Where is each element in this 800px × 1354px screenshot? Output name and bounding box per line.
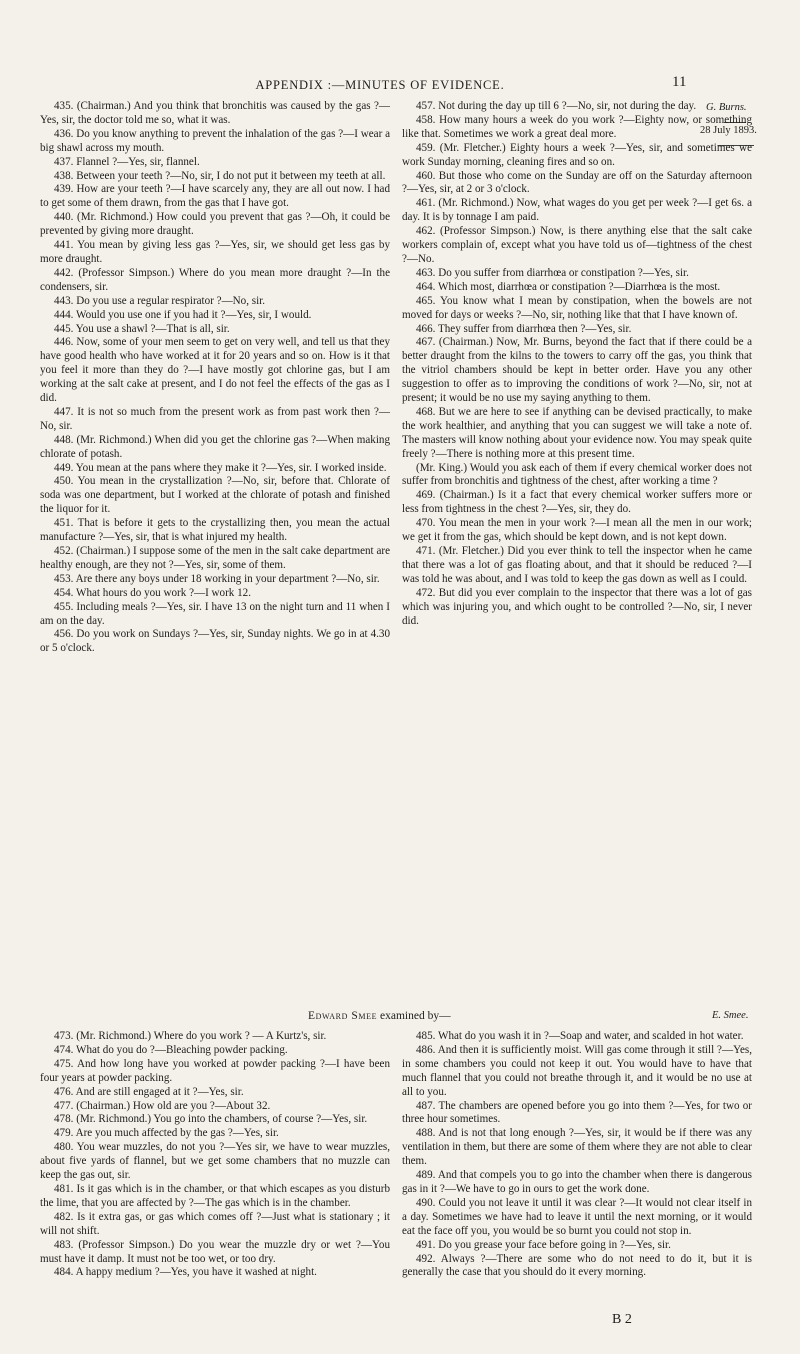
paragraph: 490. Could you not leave it until it was clear ?—It would not clear itself in a day. Sometimes we have had to leave it until the next morning, or it would eat the face off you, you would be so burnt you could not stop in. [402, 1196, 752, 1237]
witness-name: Edward Smee [308, 1010, 378, 1022]
paragraph: 489. And that compels you to go into the chamber when there is dangerous gas in it ?—We have to go in ours to get the work done. [402, 1169, 752, 1195]
paragraph: 446. Now, some of your men seem to get on very well, and tell us that they have good health who have worked at it for 20 years and so on. How is it that you feel it more than they do ?—I have mostly got chlorine gas, but I am working at the salt cake at present, and I do not feel the effects of the gas as I did. [40, 336, 390, 405]
paragraph: 454. What hours do you work ?—I work 12. [54, 586, 251, 599]
paragraph: 461. (Mr. Richmond.) Now, what wages do you get per week ?—I get 6s. a day. It is by tonnage I am paid. [402, 197, 752, 224]
column-bottom-right [402, 1030, 752, 1280]
paragraph: 473. (Mr. Richmond.) Where do you work ? — A Kurtz's, sir. [54, 1030, 327, 1042]
paragraph: 485. What do you wash it in ?—Soap and water, and scalded in hot water. [416, 1030, 744, 1042]
paragraph: 441. You mean by giving less gas ?—Yes, sir, we should get less gas by more draught. [40, 239, 390, 265]
column-top-right [402, 100, 752, 628]
paragraph: 484. A happy medium ?—Yes, you have it washed at night. [54, 1266, 317, 1279]
page-signature: B 2 [612, 1312, 632, 1327]
margin-witness-name: G. Burns. [706, 102, 747, 113]
paragraph: 442. (Professor Simpson.) Where do you mean more draught ?—In the condensers, sir. [40, 266, 390, 293]
paragraph: 480. You wear muzzles, do not you ?—Yes sir, we have to wear muzzles, about five yards of flannel, but we get some chambers that no muzzle can keep the gas out, sir. [40, 1141, 390, 1182]
paragraph: 456. Do you work on Sundays ?—Yes, sir, Sunday nights. We go in at 4.30 or 5 o'clock. [40, 628, 390, 655]
paragraph: 487. The chambers are opened before you go into them ?—Yes, for two or three hour sometimes. [402, 1099, 752, 1126]
paragraph: 486. And then it is sufficiently moist. Will gas come through it still ?—Yes, in some chambers you could not keep it out. You would have to have that much flannel that you could not breathe through it, and it would be no use at all to you. [402, 1043, 752, 1098]
paragraph: (Mr. King.) Would you ask each of them if every chemical worker does not suffer from bronchitis and tightness of the chest, after working a time ? [402, 461, 752, 488]
paragraph: 458. How many hours a week do you work ?—Eighty now, or something like that. Sometimes we work a great deal more. [402, 113, 752, 140]
paragraph: 457. Not during the day up till 6 ?—No, sir, not during the day. [416, 100, 697, 112]
paragraph: 447. It is not so much from the present work as from past work then ?—No, sir. [40, 405, 390, 432]
paragraph: 482. Is it extra gas, or gas which comes off ?—Just what is stationary ; it will not shift. [40, 1210, 390, 1237]
margin-date: 28 July 1893. [700, 125, 757, 136]
paragraph: 437. Flannel ?—Yes, sir, flannel. [54, 155, 200, 168]
paragraph: 492. Always ?—There are some who do not need to do it, but it is generally the case that you should do it every morning. [402, 1252, 752, 1279]
paragraph: 445. You use a shawl ?—That is all, sir. [54, 322, 230, 335]
paragraph: 460. But those who come on the Sunday are off on the Saturday afternoon ?—Yes, sir, at 2 or 3 o'clock. [402, 169, 752, 196]
paragraph: 481. Is it gas which is in the chamber, or that which escapes as you disturb the lime, that you are affected by ?—The gas which is in the chamber. [40, 1182, 390, 1209]
paragraph: 467. (Chairman.) Now, Mr. Burns, beyond the fact that if there could be a better draught from the kilns to the towers to carry off the gas, you think that the vitriol chambers should be kept in better order. Have you any other suggestion to offer as to improving the conditions of work ?—No, sir, not at present; it would be no use my saying anything to them. [402, 336, 752, 405]
paragraph: 488. And is not that long enough ?—Yes, sir, it would be if there was any ventilation in them, but there are some of them where they are not able to clear them. [402, 1127, 752, 1168]
witness-section-heading [40, 1010, 752, 1022]
paragraph: 477. (Chairman.) How old are you ?—About 32. [54, 1099, 271, 1112]
paragraph: 471. (Mr. Fletcher.) Did you ever think to tell the inspector when he came that there was a lot of gas floating about, and that it should be reduced ?—I was told he was about, and I was told to keep the gas down as well as I could. [402, 545, 752, 585]
paragraph: 452. (Chairman.) I suppose some of the men in the salt cake department are healthy enough, are they not ?—Yes, sir, some of them. [40, 545, 390, 571]
paragraph: 435. (Chairman.) And you think that bronchitis was caused by the gas ?—Yes, sir, the doctor told me so, what it was. [40, 100, 390, 126]
paragraph: 459. (Mr. Fletcher.) Eighty hours a week ?—Yes, sir, and sometimes we work Sunday morning, cleaning fires and so on. [402, 141, 752, 168]
margin-witness-name: E. Smee. [712, 1010, 749, 1021]
paragraph: 455. Including meals ?—Yes, sir. I have 13 on the night turn and 11 when I am on the day. [40, 600, 390, 627]
paragraph: 443. Do you use a regular respirator ?—No, sir. [54, 294, 266, 307]
paragraph: 469. (Chairman.) Is it a fact that every chemical worker suffers more or less from tightness in the chest ?—Yes, sir, they do. [402, 489, 752, 516]
paragraph: 453. Are there any boys under 18 working in your department ?—No, sir. [54, 572, 380, 585]
paragraph: 463. Do you suffer from diarrhœa or constipation ?—Yes, sir. [416, 266, 689, 279]
paragraph: 472. But did you ever complain to the inspector that there was a lot of gas which was injuring you, and which ought to be controlled ?—No, sir, I never did. [402, 586, 752, 627]
paragraph: 444. Would you use one if you had it ?—Yes, sir, I would. [54, 308, 312, 321]
paragraph: 478. (Mr. Richmond.) You go into the chambers, of course ?—Yes, sir. [54, 1113, 368, 1126]
paragraph: 438. Between your teeth ?—No, sir, I do not put it between my teeth at all. [54, 169, 386, 182]
paragraph: 436. Do you know anything to prevent the inhalation of the gas ?—I wear a big shawl across my mouth. [40, 127, 390, 154]
paragraph: 468. But we are here to see if anything can be devised practically, to make the work healthier, and anything that you can suggest we will take a note of. The masters will know nothing about your evidence now. You may speak quite freely ?—There is nothing more at this present time. [402, 405, 752, 460]
page-header-title: APPENDIX :—MINUTES OF EVIDENCE. [255, 78, 505, 92]
paragraph: 470. You mean the men in your work ?—I mean all the men in our work; we get it from the gas, which should be kept down, and is not kept down. [402, 517, 752, 544]
paragraph: 440. (Mr. Richmond.) How could you prevent that gas ?—Oh, it could be prevented by giving more draught. [40, 211, 390, 238]
paragraph: 448. (Mr. Richmond.) When did you get the chlorine gas ?—When making chlorate of potash. [40, 433, 390, 460]
column-top-left [40, 100, 390, 656]
paragraph: 466. They suffer from diarrhœa then ?—Yes, sir. [416, 322, 632, 335]
paragraph: 479. Are you much affected by the gas ?—Yes, sir. [54, 1127, 279, 1140]
paragraph: 465. You know what I mean by constipation, when the bowels are not moved for days or weeks ?—No, sir, nothing like that that I have known of. [402, 294, 752, 321]
paragraph: 464. Which most, diarrhœa or constipation ?—Diarrhœa is the most. [416, 280, 721, 293]
paragraph: 439. How are your teeth ?—I have scarcely any, they are all out now. I had to get some of them drawn, from the gas that I have got. [40, 183, 390, 210]
paragraph: 449. You mean at the pans where they make it ?—Yes, sir. I worked inside. [54, 461, 387, 474]
paragraph: 474. What do you do ?—Bleaching powder packing. [54, 1043, 288, 1056]
page-number: 11 [672, 74, 687, 90]
paragraph: 475. And how long have you worked at powder packing ?—I have been four years at powder packing. [40, 1057, 390, 1084]
paragraph: 476. And are still engaged at it ?—Yes, sir. [54, 1085, 244, 1098]
column-bottom-left [40, 1030, 390, 1280]
paragraph: 462. (Professor Simpson.) Now, is there anything else that the salt cake workers complain of, except what you have told us of—tightness of the chest ?—No. [402, 225, 752, 265]
witness-heading-rest: examined by— [380, 1010, 451, 1022]
paragraph: 491. Do you grease your face before going in ?—Yes, sir. [416, 1238, 671, 1251]
paragraph: 483. (Professor Simpson.) Do you wear the muzzle dry or wet ?—You must have it damp. It must not be too wet, or too dry. [40, 1238, 390, 1265]
paragraph: 451. That is before it gets to the crystallizing then, you mean the actual manufacture ?—Yes, sir, that is what injured my health. [40, 517, 390, 544]
paragraph: 450. You mean in the crystallization ?—No, sir, before that. Chlorate of soda was one department, but I worked at the chlorate of potash and finished the liquor for it. [40, 475, 390, 516]
